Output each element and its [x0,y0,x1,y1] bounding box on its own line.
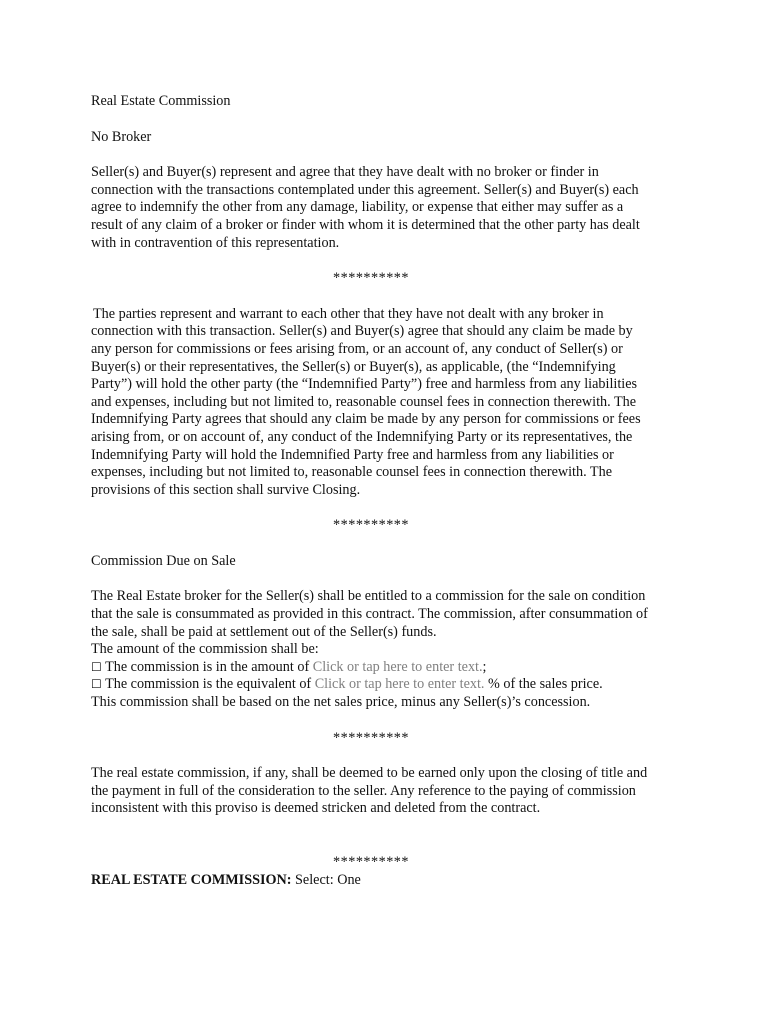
amount-text-field[interactable]: Click or tap here to enter text. [312,658,483,675]
paragraph-commission-due: The Real Estate broker for the Seller(s) shall be entitled to a commission for the sale on condition that the sale is consummated as provided in this contract. The commission, after consummation of the sale, shall be paid at settlement out of the Seller(s) funds. [91,588,648,640]
separator: ********** [333,517,409,534]
net-sales-note: This commission shall be based on the net sales price, minus any Seller(s)’s concession. [91,694,591,711]
commission-select-dropdown[interactable]: Select: One [295,871,361,888]
option-percentage-label: The commission is the equivalent of [105,676,312,693]
separator: ********** [333,854,409,870]
option-amount [91,659,651,677]
paragraph-warranty: The parties represent and warrant to each other that they have not dealt with any broker in connection with this transaction. Seller(s) and Buyer(s) agree that should any claim be made by any person for commissions or fees arising from, or an account of, any conduct of Seller(s) or Buyer(s) or their representatives, the Seller(s) or Buyer(s), as applicable, (the “Indemnifying Party”) will hold the other party (the “Indemnified Party”) free and harmless from any liabilities and expenses, including but not limited to, reasonable counsel fees in connection therewith. The Indemnifying Party agrees that should any claim be made by any person for commissions or fees arising from, or on account of, any conduct of the Indemnifying Party or its representatives, the Indemnifying Party will hold the Indemnified Party free and harmless from any liabilities or expenses, including but not limited to, reasonable counsel fees in connection therewith. The provisions of this section shall survive Closing. [91,305,641,498]
section-heading-commission-due: Commission Due on Sale [91,552,236,569]
section-heading-no-broker: No Broker [91,128,152,145]
document-title: Real Estate Commission [91,93,231,109]
separator: ********** [333,270,409,287]
commission-terms-block [91,588,651,711]
option-amount-label: The commission is in the amount of [105,658,310,675]
percentage-text-field[interactable]: Click or tap here to enter text. [314,676,485,693]
final-commission-line [91,872,651,890]
percentage-checkbox[interactable]: ☐ [91,677,102,692]
option-amount-suffix: ; [482,658,487,675]
final-commission-label: REAL ESTATE COMMISSION: [91,871,292,888]
amount-checkbox[interactable]: ☐ [91,659,102,674]
spacer [91,836,651,854]
option-percentage-suffix: % of the sales price. [488,676,603,693]
document-page [91,93,651,889]
option-percentage [91,676,651,694]
separator: ********** [333,729,409,746]
paragraph-no-broker: Seller(s) and Buyer(s) represent and agree that they have dealt with no broker or finder in connection with the transactions contemplated under this agreement. Seller(s) and Buyer(s) each agree to indemnify the other from any damage, liability, or expense that either may suffer as a result of any claim of a broker or finder with whom it is determined that the other party has dealt with in contravention of this representation. [91,164,640,251]
amount-intro: The amount of the commission shall be: [91,641,319,658]
paragraph-earned: The real estate commission, if any, shall be deemed to be earned only upon the closing of title and the payment in full of the consideration to the seller. Any reference to the paying of commission inconsistent with this proviso is deemed stricken and deleted from the contract. [91,765,648,817]
